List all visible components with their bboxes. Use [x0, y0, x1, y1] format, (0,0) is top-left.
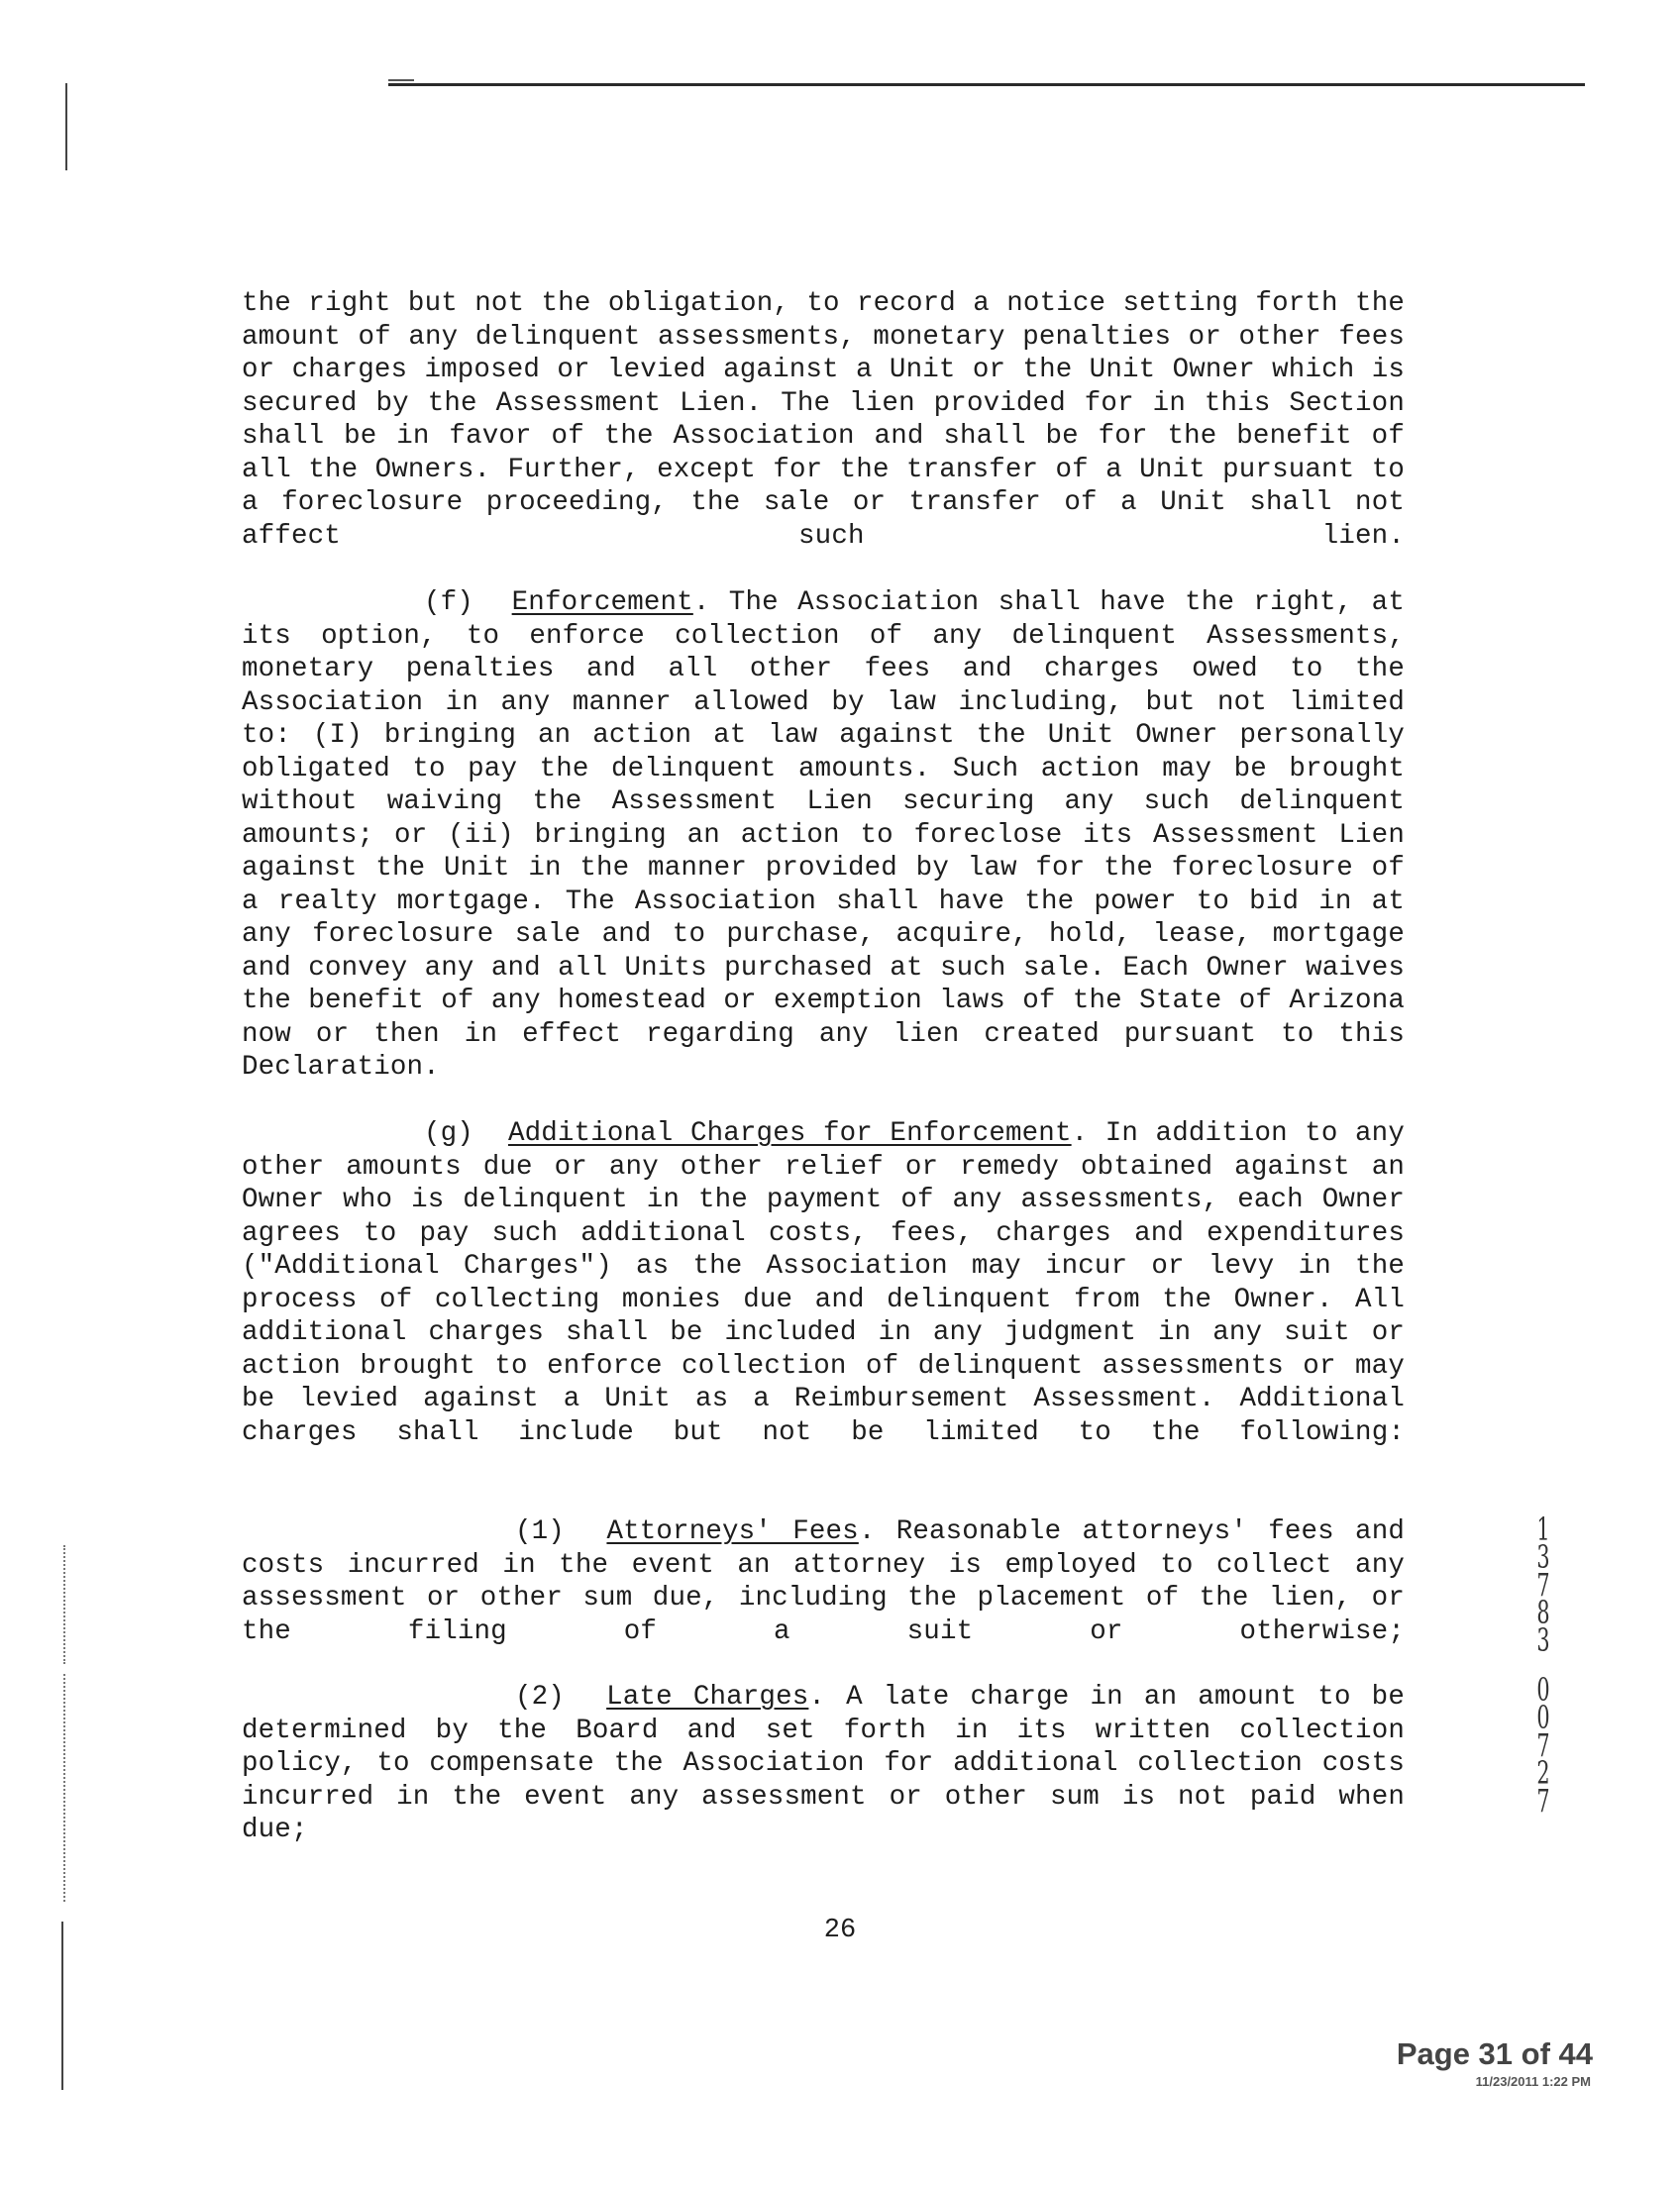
stamp-digit: 0: [1536, 1699, 1550, 1736]
stamp-digit: 3: [1536, 1538, 1550, 1576]
stamp-digit: 1: [1536, 1510, 1550, 1548]
paragraph-continued-text: the right but not the obligation, to record a notice setting forth the amount of any delinquent assessments, monetary penalties or other fees or charges imposed or levied against a Unit or the Unit Owner which is secured by the Assessment Lien. The lien provided for in this Section shall be in favor of the Association and shall be for the benefit of all the Owners. Further, except for the transfer of a Unit pursuant to a foreclosure proceeding, the sale or transfer of a Unit shall not affect such lien.: [242, 288, 1405, 552]
section-f-heading: Enforcement: [511, 587, 693, 618]
stamp-digit: 0: [1536, 1671, 1550, 1709]
top-rule: [388, 83, 1585, 86]
stamp-digit: 8: [1536, 1594, 1550, 1631]
item-1: [242, 1515, 1405, 1648]
item-2-heading: Late Charges: [606, 1682, 809, 1713]
page-indicator: Page 31 of 44: [1396, 2036, 1593, 2071]
section-f: [242, 586, 1405, 1085]
item-1-heading: Attorneys' Fees: [606, 1516, 859, 1547]
page-number: 26: [823, 1916, 857, 1945]
recording-number-stamp: [1535, 1510, 1551, 1820]
section-f-label: (f): [424, 587, 473, 618]
item-1-label: (1): [515, 1516, 565, 1547]
item-2-body: . A late charge in an amount to be determined by the Board and set forth in its written collection policy, to compensate the Association for additional collection costs incurred in the event any assessment or other sum is not paid when due;: [242, 1682, 1405, 1845]
section-g: [242, 1117, 1405, 1449]
scan-timestamp: 11/23/2011 1:22 PM: [1475, 2074, 1591, 2089]
section-g-label: (g): [424, 1118, 473, 1149]
top-dash: [388, 79, 414, 81]
paragraph-continued: [242, 287, 1405, 553]
section-f-body: . The Association shall have the right, at its option, to enforce collection of any delinquent Assessments, monetary penalties and all other fees and charges owed to the Association in any manner allowed by law including, but not limited to: (I) bringing an action at law against the Unit Owner personally obligated to pay the delinquent amounts. Such action may be brought without waiving the Assessment Lien securing any such delinquent amounts; or (ii) bringing an action to foreclose its Assessment Lien against the Unit in the manner provided by law for the foreclosure of a realty mortgage. The Association shall have the power to bid in at any foreclosure sale and to purchase, acquire, hold, lease, mortgage and convey any and all Units purchased at such sale. Each Owner waives the benefit of any homestead or exemption laws of the State of Arizona now or then in effect regarding any lien created pursuant to this Declaration.: [242, 587, 1405, 1083]
margin-dots-upper: [63, 1545, 67, 1664]
stamp-digit: 7: [1536, 1726, 1550, 1764]
margin-bar: [65, 83, 67, 170]
stamp-digit: 3: [1536, 1621, 1550, 1659]
item-2: [242, 1681, 1405, 1847]
stamp-digit: 2: [1536, 1754, 1550, 1792]
stamp-digit: 7: [1536, 1566, 1550, 1604]
margin-dots-lower: [63, 1674, 67, 1902]
item-1-body: . Reasonable attorneys' fees and costs incurred in the event an attorney is employed to collect any assessment or other sum due, including the placement of the lien, or the filing of a suit or otherwise;: [242, 1516, 1406, 1647]
section-g-heading: Additional Charges for Enforcement: [507, 1118, 1072, 1149]
item-2-label: (2): [515, 1682, 565, 1713]
section-g-body: . In addition to any other amounts due or any other relief or remedy obtained against an Owner who is delinquent in the payment of any assessments, each Owner agrees to pay such additional costs, fees, charges and expenditures ("Additional Charges") as the Association may incur or levy in the process of collecting monies due and delinquent from the Owner. All additional charges shall be included in any judgment in any suit or action brought to enforce collection of delinquent assessments or may be levied against a Unit as a Reimbursement Assessment. Additional charges shall include but not be limited to the following:: [242, 1118, 1405, 1448]
stamp-digit: 7: [1536, 1782, 1550, 1820]
margin-bar-lower: [61, 1922, 63, 2090]
